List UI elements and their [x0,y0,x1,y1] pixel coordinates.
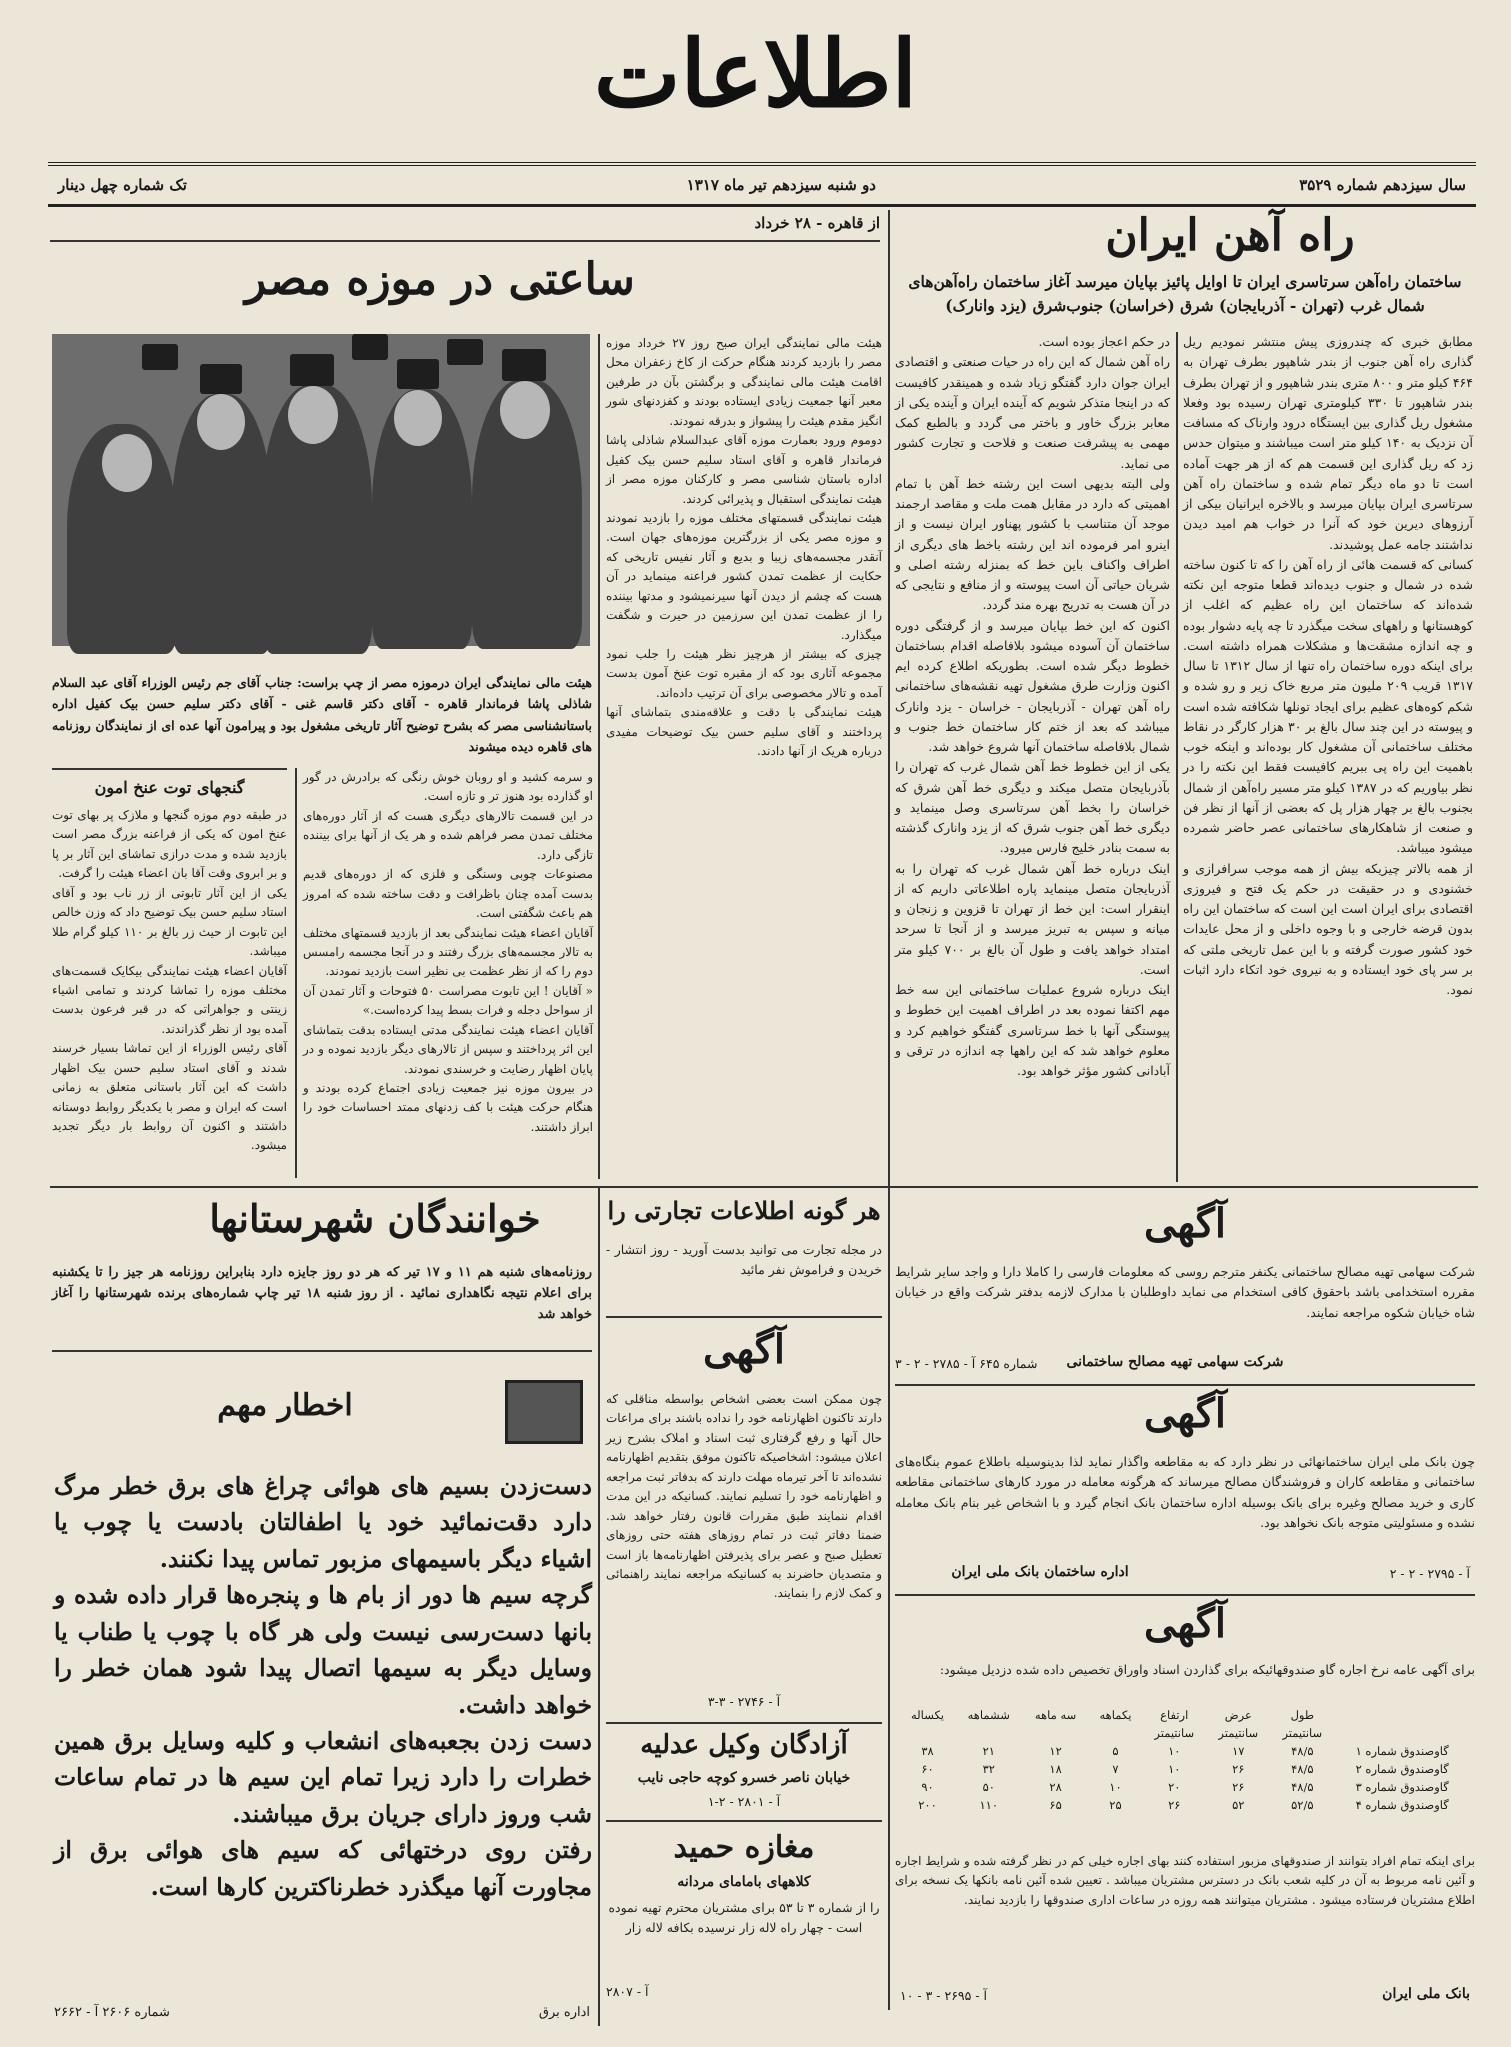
table-cell: ۱۷ [1232,1744,1245,1758]
museum-column-b: و سرمه کشید و او روبان خوش رنگی که برادرش در گور او گذارده بود هنوز تر و تازه است. در این قسمت تالارهای دیگری هست که از آثار دوره‌های مختلف تمدن مصر فراهم شده و هر یک از آنها برای بیننده تازگی دارد. مصنوعات چوبی وسنگی و فلزی که از دوره‌های قدیم بدست آمده چنان باظرافت و دقت ساخته شده که امروز هم باعث شگفتی است. آقایان اعضاء هیئت نمایندگی بعد از بازدید قسمتهای مختلف به تالار مجسمه‌های بزرگ رفتند و در آنجا مجسمه رامسس دوم را که از نظر عظمت بی نظیر است بازدید نمودند. « آقایان ! این تابوت مصراست ۵۰ فتوحات و آثار تمدن آن از سواحل دجله و فرات بسط پیدا کرده‌است.» آقایان اعضاء هیئت نمایندگی مدتی ایستاده بدقت بتماشای این اثر پرداختند و سپس از تالارهای دیگر بازدید نموده و در پایان اظهار رضایت و خرسندی نمودند. در بیرون موزه نیز جمعیت زیادی اجتماع کرده بودند و هنگام حرکت هیئت با کف زدنهای ممتد احساسات خود را ابراز داشتند. [303,770,593,1134]
rates-header-cell [1334,1706,1470,1724]
section-rule [50,240,880,242]
table-cell: ۱۲ [1049,1744,1062,1758]
section-rule [606,1316,882,1318]
table-cell: ۲۱ [982,1744,995,1758]
date-line [48,162,1476,207]
table-cell: ۲۶ [1232,1762,1245,1776]
museum-column-a: هیئت مالی نمایندگی ایران صبح روز ۲۷ خرداد موزه مصر را بازدید کردند هنگام حرکت از کاخ زعفران محل اقامت هیئت مالی نمایندگی و برگشتن بآن در طرفین معبر آنها جمعیت زیادی ایستاده بودند و کفزدنهای شور انگیز مقدم هیئت را پیشواز و بدرقه نمودند. دوموم ورود بعمارت موزه آقای عبدالسلام شاذلی پاشا فرماندار قاهره و آقای استاد سلیم حسن بیک کفیل اداره باستان شناسی مصر و کارکنان موزه مصر از هیئت نمایندگی استقبال و پذیرائی کردند. هیئت نمایندگی قسمتهای مختلف موزه را بازدید نمودند و موزه مصر یکی از بزرگترین موزه‌های جهان است. آنقدر مجسمه‌های زیبا و بدیع و آثار نفیس تاریخی که حکایت از عظمت تمدن کشور فراعنه مینماید در آن هست که چشم از دیدن آنها سیرنمیشود و مدتها بیننده را از عظمت تمدن این سرزمین در حیرت و شگفت میگذارد. چیزی که بیشتر از هرچیز نظر هیئت را جلب نمود مجموعه آثاری بود که از مقبره توت عنخ آمون بدست آمده و تالار مخصوصی برای آن ترتیب داده‌اند. هیئت نمایندگی با دقت و علاقه‌مندی بتماشای آنها پرداختند و آقای سلیم حسن بیک توضیحات مفیدی درباره هریک از آنها دادند. [606,336,882,759]
hamid-ref: آ - ۲۸۰۷ [606,1984,649,1999]
railway-column-2: در حکم اعجاز بوده است. راه آهن شمال که این راه در حیات صنعتی و اقتصادی ایران جوان دارد گفتگو زیاد شده و همینقدر کافیست که در اینجا متذکر شویم که آینده ایران و آینده یکی از معابر بزرگ خاور و باختر می گردد و بالطبع کمک مهمی به پیشرفت صنعت و فلاحت و تجارت کشور می نماید. ولی البته بدیهی است این رشته خط آهن با تمام اهمیتی که دارد در مقابل همت ملت و مقاصد ارجمند موجد آن متناسب با کشور پهناور ایران نیست و از اینرو امر فرموده اند این رشته باخط های دیگری از اطراف واکناف باین خط که بمنزله رشته اصلی و شریان حیاتی آن است پیوسته و از منافع و نتایجی که در آن هست به تدریج بهره مند گردد. اکنون که این خط بپایان میرسد و از گرفتگی دوره ساختمان آن آسوده میشود بلافاصله اقدام بساختمان خطوط دیگر شده است. بطوریکه اطلاع کرده ایم اکنون وزارت طرق مشغول تهیه نقشه‌های ساختمانی راه آهن تهران - آذربایجان - خراسان - یزد وانارک میباشد که بعد از ختم کار ساختمان خط جنوب و شمال بلافاصله ساختمان آنها شروع خواهد شد. یکی از این خطوط خط آهن شمال غرب که تهران را بآذربایجان متصل میکند و دیگری خط آهن شرق که خراسان را بخط آهن سرتاسری وصل مینماید و دیگری خط آهن جنوب شرق که از یزد وانارک گذشته به سمت بنادر خلیج فارس میرود. اینک درباره خط آهن شمال غرب که تهران را به آذربایجان متصل مینماید پاره اطلاعاتی داریم که از اینقرار است: این خط از تهران تا قزوین و زنجان و میانه و سپس به تبریز میرسد و از آنجا تا سرحد امتداد خواهد یافت و طول آن بالغ بر ۷۰۰ کیلو متر است. اینک درباره شروع عملیات ساختمانی این سه خط مهم اکتفا نموده بعد در اطراف اهمیت این خطوط و پیوستگی آنها با خط سرتاسری گفتگو خواهیم کرد و معلوم خواهد شد که این راهها چه اندازه در ترقی و آبادانی کشور مؤثر خواهد بود. [895,334,1170,1078]
table-cell: گاوصندوق شماره ۳ [1355,1780,1449,1794]
rates-unit-cell [1022,1724,1088,1742]
table-cell: ۴۸/۵ [1291,1762,1314,1776]
readers-headline: خوانندگان شهرستانها [209,1196,541,1241]
section-rule [606,1820,882,1822]
rates-header-row [900,1706,1470,1724]
table-cell: گاوصندوق شماره ۴ [1355,1798,1449,1812]
table-cell: ۵۲/۵ [1291,1798,1314,1812]
rates-notice-intro: برای آگهی عامه نرخ اجاره گاو صندوقهائیکه برای گذاردن اسناد واوراق تخصیص داده شده دزدیل میشود: [939,1662,1475,1677]
center-notice-body: چون ممکن است بعضی اشخاص بواسطه مناقلی که دارند تاکنون اظهارنامه خود را نداده باشند برای مراعات حال آنها و رفع گرفتاری ثبت اسناد و املاک بشرح زیر اعلان میشود: اشخاصیکه تاکنون موفق بتقدیم اظهارنامه نشده‌اند تا آخر تیرماه مهلت دارند که بدفاتر ثبت مراجعه و اظهارنامه خود را تسلیم نمایند. کسانیکه در این مدت اقدام ننمایند طبق مقررات قانون رفتار خواهد شد. ضمنا دفاتر ثبت در تمام روزهای هفته حتی روزهای تعطیل صبح و عصر برای پذیرفتن اظهارنامه‌ها باز است و متصدیان حاضرند به کسانیکه مراجعه نمایند راهنمائی و کمک لازم را بنمایند. [606,1392,882,1601]
museum-photo [52,334,590,646]
rates-unit-cell: سانتیمتر [1154,1726,1195,1740]
section-rule [52,768,287,770]
rates-header-cell: عرض [1224,1708,1252,1722]
table-cell: ۶۵ [1049,1798,1062,1812]
hamid-subtitle: کلاههای بامامای مردانه [677,1874,811,1890]
rates-header-cell: سه ماهه [1034,1708,1077,1722]
rates-header-cell: ششماهه [967,1708,1010,1722]
rates-notice-ref: آ - ۲۶۹۵ - ۳ - ۱۰ [900,1988,988,2003]
rates-notice-notes: برای اینکه تمام افراد بتوانند از صندوقهای مزبور استفاده کنند بهای اجاره خیلی کم در نظر گرفته شده و شرایط اجاره و آئین نامه مربوط به آن در کلیه شعب بانک در دسترس مشتریان میباشد . تعیین شده آئین نامه بانکها یک نسخه برای اطلاع مشتریان فرستاده میشود . مشتریان میتوانند همه روزه در ساعات اداری صندوقها را بازدید نمایند. [895,1854,1475,1907]
company-notice-body: شرکت سهامی تهیه مصالح ساختمانی یکنفر مترجم روسی که معلومات فارسی را کاملا دارا و واجد سایر شرایط مقرره استخدامی باشد باحقوق کافی استخدام می نماید داوطلبان با مدارک لازمه بدفتر شرکت واقع در خیابان شاه خیابان شکوه مراجعه نمایند. [895,1264,1475,1320]
table-cell: ۵ [1112,1744,1119,1758]
company-notice-title: آگهی [1144,1200,1226,1247]
table-row [900,1796,1470,1814]
table-cell: ۲۸ [1049,1780,1062,1794]
lawyer-title: آزادگان وکیل عدلیه [640,1730,848,1760]
rates-unit-cell [1334,1724,1470,1742]
warning-footer-right: اداره برق [538,2005,590,2020]
readers-text: روزنامه‌های شنبه هم ۱۱ و ۱۷ تیر که هر دو روز جایزه دارد بنابراین روزنامه هر جیز را تا یکشنبه برای اعلام نتیجه نگاهداری نمائید . از روز شنبه ۱۸ تیر چاپ شماره‌های برنده شهرستانها را آغاز خواهد شد [52,1265,592,1323]
table-cell: گاوصندوق شماره ۲ [1355,1762,1449,1776]
rates-units-row [900,1724,1470,1742]
rates-header-cell: ارتفاع [1160,1708,1189,1722]
section-rule [606,1722,882,1724]
rates-unit-cell: سانتیمتر [1282,1726,1323,1740]
table-cell: ۹۰ [921,1780,934,1794]
table-cell: ۱۰ [1168,1762,1181,1776]
table-cell: ۲۶ [1232,1780,1245,1794]
issue-date: دو شنبه سیزدهم تیر ماه ۱۳۱۷ [686,176,876,194]
rates-unit-cell: سانتیمتر [1218,1726,1259,1740]
museum-headline: ساعتی در موزه مصر [245,254,635,305]
rates-header-cell: یکساله [911,1708,944,1722]
table-cell: ۵۰ [982,1780,995,1794]
hamid-title: مغازه حمید [673,1830,815,1865]
tut-heading: گنجهای توت عنخ امون [94,778,245,797]
column-rule [1176,332,1178,1182]
bank-notice-ref: آ - ۲۷۹۵ - ۲ - ۲ [1389,1566,1470,1581]
table-cell: ۲۰ [1168,1780,1181,1794]
center-notice-ref: آ - ۲۷۴۶ - ۳-۳ [707,1694,781,1709]
electricity-emblem-icon [505,1380,583,1444]
column-rule [295,768,297,1178]
trade-text: در مجله تجارت می توانید بدست آورید - روز انتشار - خریدن و فراموش نفر مائید [606,1242,882,1278]
rates-notice-signature: بانک ملی ایران [1382,1986,1470,2002]
table-cell: ۲۰۰ [918,1798,937,1812]
column-rule [598,334,600,1179]
table-cell: ۱۱۰ [979,1798,999,1812]
railway-subheadline: ساختمان راه‌آهن سرتاسری ایران تا اوایل پائیز بپایان میرسد آغاز ساختمان راه‌آهن‌های شمال غرب (تهران - آذربایجان) شرق (خراسان) جنوب‌شرق (یزد وانارک) [908,272,1462,316]
rates-table [900,1706,1470,1846]
table-row [900,1742,1470,1760]
column-rule [598,1186,600,2026]
lawyer-address: خیابان ناصر خسرو کوچه حاجی نایب [637,1770,851,1786]
table-cell: ۱۰ [1168,1744,1181,1758]
table-cell: ۶۰ [921,1762,934,1776]
bank-notice-body: چون بانک ملی ایران ساختمانهائی در نظر دارد که به مقاطعه واگذار نماید لذا بدینوسیله باطلاع عموم بنگاه‌های ساختمانی و مقاطعه کاران و فروشندگان مصالح میرساند که هرگونه معامله در مورد کارهای ساختمانی مقاطعه کاری و خرید مصالح وغیره برای بانک بوسیله اداره ساختمان بانک انجام گیرد و با اشخاص غیر بنام بانک معامله نشده و مسئولیتی متوجه بانک نخواهد بود. [895,1454,1475,1530]
photo-caption: هیئت مالی نمایندگی ایران درموزه مصر از چپ براست: جناب آقای جم رئیس الوزراء آقای عبد السلام شاذلی پاشا فرماندار قاهره - آقای دکتر قاسم غنی - آقای دکتر سلیم حسن بیک کفیل اداره باستانشناسی مصر که بشرح توضیح آثار تاریخی مشغول بود و پیرامون آنها عده ای از نمایندگان روزنامه های قاهره دیده میشوند [52,675,592,754]
tut-column: در طبقه دوم موزه گنجها و ملازک پر بهای توت عنخ امون که یکی از فراعنه بزرگ مصر است بازدید شده و مدت درازی تماشای این آثار بر پا و بر ابروی وقت آقا بان اعضاء هیئت را گرفت. یکی از این آثار تابوتی از زر ناب بود و آقای استاد سلیم حسن بیک توضیح داد که وزن خالص این تابوت از حیث زر بالغ بر ۱۱۰ کیلو گرام طلا میباشد. آقایان اعضاء هیئت نمایندگی بیکایک قسمت‌های مختلف موزه را تماشا کردند و تمامی اشیاء زینتی و جواهراتی که در قبر فرعون بدست آمده بود از نظر گذراندند. آقای رئیس الوزراء از این تماشا بسیار خرسند شدند و آقای استاد سلیم حسن بیک اظهار داشت که این آثار باستانی متعلق به زمانی است که ایران و مصر با یکدیگر روابط دوستانه داشتند و اکنون آن روابط بار دیگر تجدید میشود. [52,808,287,1153]
table-cell: ۷ [1112,1762,1119,1776]
rates-header-cell: یکماهه [1099,1708,1132,1722]
table-cell: ۱۰ [1109,1780,1122,1794]
section-rule [895,1384,1475,1386]
company-notice-signature: شرکت سهامی تهیه مصالح ساختمانی [1066,1354,1284,1370]
column-rule [888,210,890,2010]
issue-price: تک شماره چهل دینار [58,176,187,194]
railway-column-1: مطابق خبری که چندروزی پیش منتشر نمودیم ریل گذاری راه آهن جنوب از بندر شاهپور بطرف تهران به ۴۶۴ کیلو متر و ۸۰۰ متری بندر شاهپور و از تهران بطرف بندر شاهپور تا ۳۳۰ کیلومتری تهران رسیده بود وفعلا مشغول ریل گذاری بین ایستگاه درود وارناک که مسافت آن نزدیک به ۱۴۰ کیلو متر است میباشند و میتوان حدس زد که ریل گذاری این قسمت هم که از هر جهت آماده است تا دو ماه دیگر تمام شده و ساختمان راه آهن سرتاسری ایران بپایان میرسد و بالاخره ایرانیان بیکی از آرزوهای دیرین خود که آنرا در خواب هم امید دیدن نداشتند جامه عمل پوشیدند. کسانی که قسمت هائی از راه آهن را که تا کنون ساخته شده در شمال و جنوب دیده‌اند قطعا متوجه این نکته شده‌اند که ساختمان این راه عظیم که اغلب از کوهستانها و راههای سخت میگذرد تا چه پایه دشوار بوده و چه اندازه مشقت‌ها و مشکلات همراه داشته است. برای اینکه دوره ساختمان راه تنها از سال ۱۳۱۲ تا سال ۱۳۱۷ قریب ۲۰۹ ملیون متر مربع خاک زیر و رو شده و شکم کوه‌های عظیم برای ایجاد تونلها شکافته شده است و پیوسته در این چند سال بالغ بر ۳۰ هزار کارگر در نقاط مختلف ساختمانی آن مشغول کار بوده‌اند و اینکه خوب باهمیت این راه پی ببریم کافیست فقط این نکته را در نظر بیاوریم که در ۱۳۸۷ کیلو متر مسیر راه‌آهن از شمال بجنوب بالغ بر چهار هزار پل که بعضی از آنها از نظر فن و صنعت از شاهکارهای ساختمانی عصر حاضر شمرده میشود میباشد. از همه بالاتر چیزیکه بیش از همه موجب سرافرازی و خشنودی و در حقیقت در حکم یک فتح و فیروزی اقتصادی برای ایران است این است که ساختمان این راه بدون قرضه خارجی و با وجوه داخلی و از محل عایدات خود کشور صورت گرفته و با این عمل تاریخی ملتی که بر سر پای خود ایستاده و به نیروی خود اتکاء دارد اثبات نمود. [1183,334,1473,997]
table-cell: ۴۸/۵ [1291,1780,1314,1794]
table-cell: ۱۸ [1049,1762,1062,1776]
warning-footer-left: شماره ۲۶۰۶ آ - ۲۶۶۲ [54,2005,170,2020]
warning-title: اخطار مهم [217,1388,353,1423]
table-row [900,1778,1470,1796]
bank-notice-title: آگهی [1144,1390,1226,1437]
table-cell: ۴۸/۵ [1291,1744,1314,1758]
table-cell: ۳۲ [982,1762,995,1776]
rates-unit-cell [900,1724,955,1742]
museum-dateline: از قاهره - ۲۸ خرداد [754,214,880,232]
table-cell: ۳۸ [921,1744,934,1758]
table-cell: ۵۲ [1232,1798,1245,1812]
lawyer-ref: آ - ۲۸۰۱ - ۲-۱ [707,1794,781,1809]
table-cell: گاوصندوق شماره ۱ [1355,1744,1449,1758]
hamid-text: را از شماره ۳ تا ۵۳ برای مشتریان محترم تهیه نموده است - چهار راه لاله زار نرسیده بکافه لاله زار [608,1900,880,1936]
table-cell: ۲۶ [1168,1798,1181,1812]
rates-header-cell: طول [1290,1708,1315,1722]
issue-number: سال سیزدهم شماره ۳۵۲۹ [1299,176,1466,194]
section-rule [52,1350,592,1352]
table-cell: ۲۵ [1109,1798,1122,1812]
table-row [900,1760,1470,1778]
rates-unit-cell [1089,1724,1143,1742]
rates-notice-title: آگهی [1144,1600,1226,1647]
bank-notice-signature: اداره ساختمان بانک ملی ایران [951,1564,1129,1580]
center-notice-title: آگهی [703,1326,785,1373]
section-rule [50,1186,1478,1188]
warning-body: دست‌زدن بسیم های هوائی چراغ های برق خطر مرگ دارد دقت‌نمائید خود یا اطفالتان بادست یا چوب یا اشیاء دیگر باسیمهای مزبور تماس پیدا نکنند. گرچه سیم ها دور از بام ها و پنجره‌ها قرار داده شده و بانها دست‌رسی نیست ولی هر گاه با چوب یا طناب یا وسایل دیگر به سیمها اتصال پیدا شود همان خطر را خواهد داشت. دست زدن بجعبه‌های انشعاب و کلیه وسایل برق همین خطرات را دارد زیرا تمام این سیم ها در تمام ساعات شب وروز دارای جریان برق میباشند. رفتن روی درختهائی که سیم های هوائی برق از مجاورت آنها میگذرد خطرناکترین کارها است. [54,1472,592,1901]
masthead-title: اطلاعات [593,20,918,128]
trade-title: هر گونه اطلاعات تجارتی را [607,1196,881,1225]
section-rule [895,1594,1475,1596]
rates-unit-cell [955,1724,1022,1742]
railway-headline: راه آهن ایران [1105,210,1355,261]
company-notice-ref: شماره ۶۴۵ آ - ۲۷۸۵ - ۲ - ۳ [895,1356,1038,1371]
